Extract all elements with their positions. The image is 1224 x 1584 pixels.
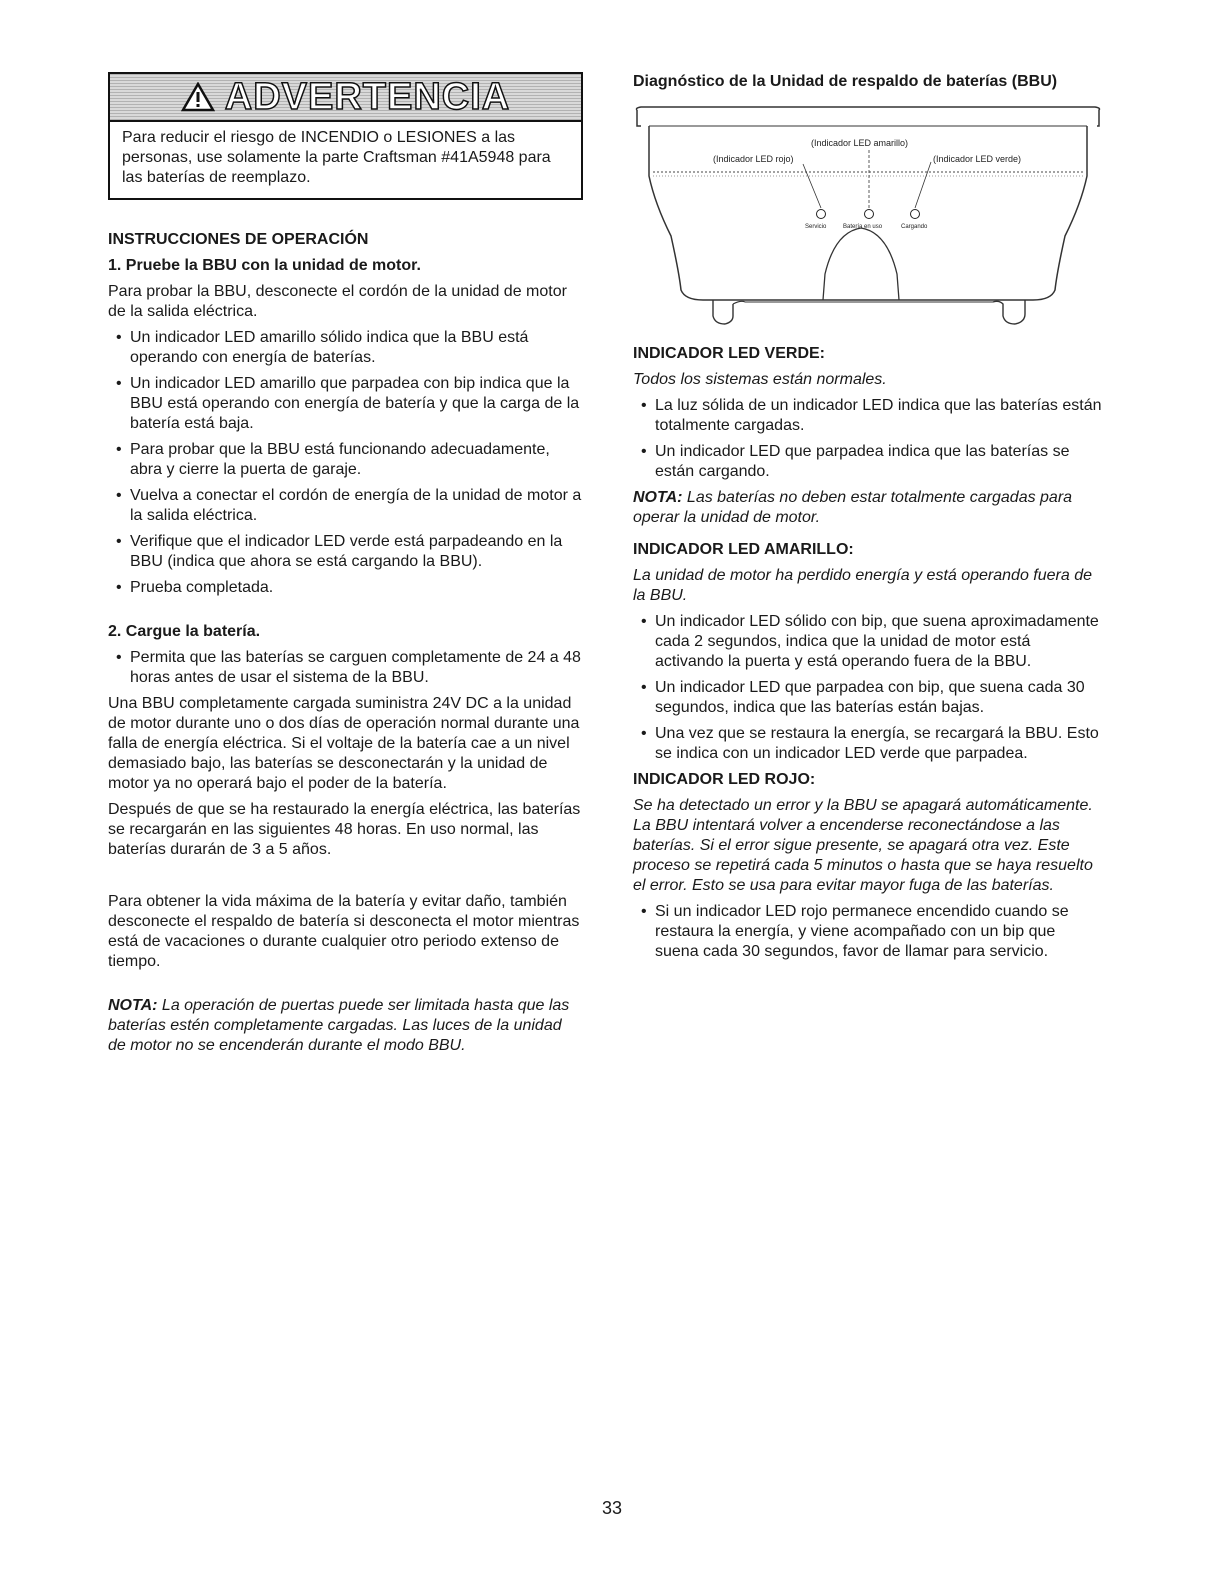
note-text: La operación de puertas puede ser limitada hasta que las baterías estén completamente cargadas. Las luces de la unidad de motor no se encenderán durante el modo BBU. [108,997,570,1054]
list-item: • Verifique que el indicador LED verde está parpadeando en la BBU (indica que ahora se está cargando la BBU). [108,532,583,572]
warning-header [110,74,581,122]
paragraph: Para obtener la vida máxima de la batería y evitar daño, también desconecte el respaldo de batería si desconecta el motor mientras está de vacaciones o durante cualquier otro periodo extenso de tiempo. [108,893,580,970]
paragraph: Después de que se ha restaurado la energía eléctrica, las baterías se recargarán en las siguientes 48 horas. En uso normal, las baterías durarán de 3 a 5 años. [108,801,581,858]
right-column [633,72,1103,968]
step1-list [108,328,583,598]
list-item: • Un indicador LED sólido con bip, que suena aproximadamente cada 2 segundos, indica que la unidad de motor está activando la puerta y está operando fuera de la BBU. [633,612,1103,672]
list-item: • Un indicador LED amarillo que parpadea con bip indica que la BBU está operando con energía de batería y que la carga de la batería está baja. [108,374,583,434]
note-text: Las baterías no deben estar totalmente cargadas para operar la unidad de motor. [633,489,1073,526]
list-item: • Vuelva a conectar el cordón de energía de la unidad de motor a la salida eléctrica. [108,486,583,526]
red-led-heading: INDICADOR LED ROJO: [633,771,816,788]
page-number: 33 [601,1498,623,1518]
green-led-heading: INDICADOR LED VERDE: [633,345,826,362]
left-column [108,72,583,1062]
yellow-led-subtitle: La unidad de motor ha perdido energía y está operando fuera de la BBU. [633,567,1092,604]
list-item: • Prueba completada. [108,578,583,598]
yellow-led-list [633,612,1103,764]
operation-heading: INSTRUCCIONES DE OPERACIÓN [108,231,369,248]
note-label: NOTA: [633,489,683,506]
label-red-led: (Indicador LED rojo) [713,154,794,164]
red-led-icon [817,210,826,219]
bbu-diagram [633,104,1103,330]
step2-title: 2. Cargue la batería. [108,623,261,640]
green-note [633,488,1103,528]
green-led-icon [911,210,920,219]
note-label: NOTA: [108,997,158,1014]
list-item: • Para probar que la BBU está funcionando adecuadamente, abra y cierre la puerta de garaje. [108,440,583,480]
list-item: • Un indicador LED amarillo sólido indica que la BBU está operando con energía de baterías. [108,328,583,368]
handle-arch [823,228,899,300]
step1-intro: Para probar la BBU, desconecte el cordón de la unidad de motor de la salida eléctrica. [108,283,567,320]
green-led-subtitle: Todos los sistemas están normales. [633,371,887,388]
yellow-led-icon [865,210,874,219]
list-item: • Permita que las baterías se carguen completamente de 24 a 48 horas antes de usar el sistema de la BBU. [108,648,583,688]
list-item: • Un indicador LED que parpadea indica que las baterías se están cargando. [633,442,1103,482]
label-yellow-led: (Indicador LED amarillo) [811,138,909,148]
red-led-subtitle: Se ha detectado un error y la BBU se apagará automáticamente. La BBU intentará volver a encenderse reconectándose a las baterías. Si el error sigue presente, se apagará otra vez. Este proceso se repetirá cada 5 minutos o hasta que se haya resuelto el error. Esto se usa para evitar mayor fuga de las baterías. [633,797,1093,894]
warning-triangle-icon [181,82,215,112]
paragraph: Una BBU completamente cargada suministra 24V DC a la unidad de motor durante uno o dos días de operación normal durante una falla de energía eléctrica. Si el voltaje de la batería cae a un nivel demasiado bajo, las baterías se desconectarán y la unidad de motor ya no operará bajo el poder de la batería. [108,695,580,792]
label-green-led: (Indicador LED verde) [933,154,1022,164]
warning-text: Para reducir el riesgo de INCENDIO o LESIONES a las personas, use solamente la parte Craftsman #41A5948 para las baterías de reemplazo. [122,129,551,186]
step2-list [108,648,583,688]
red-led-list [633,902,1103,962]
led2-label: Batería en uso [843,224,883,230]
note [108,996,583,1056]
yellow-led-heading: INDICADOR LED AMARILLO: [633,541,854,558]
list-item: • Una vez que se restaura la energía, se recargará la BBU. Esto se indica con un indicador LED verde que parpadea. [633,724,1103,764]
warning-box [108,72,583,200]
list-item: • Si un indicador LED rojo permanece encendido cuando se restaura la energía, y viene acompañado con un bip que suena cada 30 segundos, favor de llamar para servicio. [633,902,1103,962]
step1-title: 1. Pruebe la BBU con la unidad de motor. [108,257,421,274]
led1-label: Servicio [805,224,827,230]
list-item: • La luz sólida de un indicador LED indica que las baterías están totalmente cargadas. [633,396,1103,436]
diagram-title: Diagnóstico de la Unidad de respaldo de baterías (BBU) [633,73,1058,90]
list-item: • Un indicador LED que parpadea con bip, que suena cada 30 segundos, indica que las baterías están bajas. [633,678,1103,718]
warning-title: ADVERTENCIA [224,75,511,118]
green-led-list [633,396,1103,482]
led3-label: Cargando [901,224,928,230]
